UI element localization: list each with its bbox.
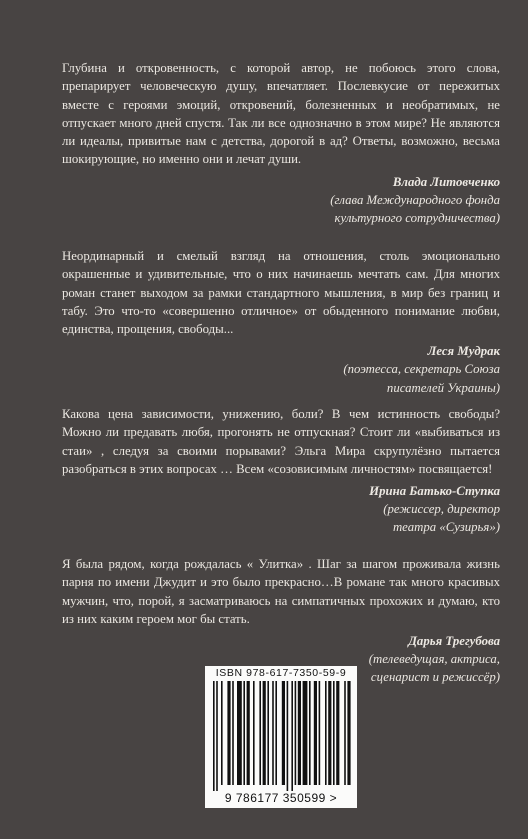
barcode-bar (309, 681, 311, 785)
barcode-bars (211, 681, 351, 791)
role-line: (поэтесса, секретарь Союза (343, 362, 500, 377)
review-author-role (62, 500, 500, 537)
barcode-bar (227, 681, 230, 785)
barcode-bar (314, 681, 317, 785)
role-line: (телеведущая, актриса, (368, 652, 500, 667)
barcode-bar (303, 681, 308, 785)
role-line: писателей Украины) (386, 380, 500, 395)
barcode-bar (347, 681, 350, 785)
review-3 (62, 405, 500, 537)
review-quote: Глубина и откровенность, с которой автор, не побоюсь этого слова, препарирует человеческую душу, впечатляет. Послевкусие от пережитых вместе с героями эмоций, откровений, болезненных и необратимых, не отпускает много дней спустя. Так ли все однозначно в этом мире? Не являются ли идеалы, привитые нам с детства, дорогой в ад? Ответы, возможно, весьма шокирующие, но именно они и лечат души. (62, 61, 500, 167)
barcode-bar (213, 681, 215, 791)
role-line: театра «Сузирья») (392, 520, 500, 535)
barcode-bar (247, 681, 250, 785)
review-author-role (62, 360, 500, 397)
barcode-bar (267, 681, 269, 785)
barcode-bar (291, 681, 293, 791)
review-author: Влада Литовченко (392, 174, 500, 189)
review-author: Леся Мудрак (427, 344, 500, 359)
barcode-bar (298, 681, 301, 785)
role-line: сценарист и режиссёр) (370, 670, 500, 685)
barcode-bar (232, 681, 234, 785)
barcode-bar (325, 681, 327, 785)
barcode-bar (344, 681, 346, 785)
barcode-bar (259, 681, 261, 785)
barcode-bar (328, 681, 331, 785)
isbn-label: ISBN 978-617-7350-59-9 (215, 667, 347, 679)
barcode-bar (295, 681, 297, 785)
barcode-bar (216, 681, 218, 791)
role-line: культурного сотрудничества) (334, 211, 500, 226)
review-author-role (62, 191, 500, 228)
barcode-bar (333, 681, 335, 785)
barcode-bar (237, 681, 242, 785)
barcode-bar (253, 681, 255, 785)
barcode-bar (243, 681, 245, 785)
role-line: (глава Международного фонда (330, 192, 500, 207)
barcode-bar (336, 681, 339, 785)
barcode-bar (263, 681, 266, 785)
isbn-barcode (205, 666, 357, 808)
barcode-bar (319, 681, 321, 785)
barcode-digits: 9 786177 350599 > (224, 791, 338, 805)
review-author: Ирина Батько-Ступка (369, 484, 500, 499)
barcode-bar (282, 681, 285, 785)
review-quote: Неординарный и смелый взгляд на отношения, столь эмоционально окрашенные и удивительные, что о них начинаешь мечтать сам. Для многих роман станет выходом за рамки стандартного мышления, в мир без границ и табу. Это что-то «совершенно отличное» от обыденного понимание любви, единства, прощения, свободы... (62, 249, 500, 337)
barcode-bar (221, 681, 223, 785)
barcode-bar (275, 681, 277, 785)
review-author: Дарья Трегубова (408, 634, 500, 649)
barcode-bar (272, 681, 274, 785)
review-1 (62, 59, 500, 227)
barcode-bar (287, 681, 289, 791)
review-quote: Какова цена зависимости, унижению, боли? В чем истинность свободы? Можно ли предавать любя, прогонять не отпускная? Стоит ли «выбиваться из стаи» , следуя за своими порывами? Эльга Мира скрупулёзно пытается разобраться в этих вопросах … Всем «созовисимым личностям» посвящается! (62, 407, 500, 476)
role-line: (режиссер, директор (383, 502, 500, 517)
review-quote: Я была рядом, когда рождалась « Улитка» . Шаг за шагом проживала жизнь парня по имени Джудит и это было прекрасно…В романе так много красивых мужчин, что, порой, я засматриваюсь на симпатичных прохожих и думаю, кто из них каким героем мог бы стать. (62, 557, 500, 626)
review-2 (62, 247, 500, 397)
